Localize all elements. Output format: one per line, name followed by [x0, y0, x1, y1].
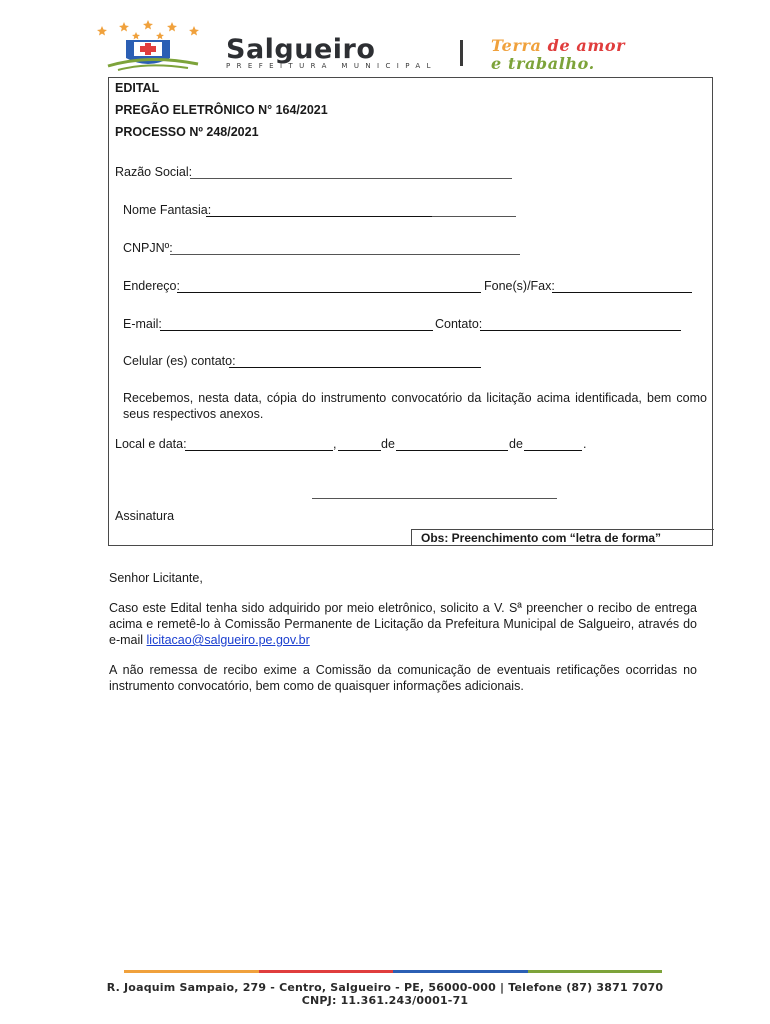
instructions-paragraph	[109, 600, 697, 648]
month-field[interactable]	[396, 450, 508, 451]
period: .	[583, 437, 587, 451]
email-label: E-mail:	[123, 317, 162, 331]
fone-field[interactable]	[552, 292, 692, 293]
letterhead	[88, 18, 708, 74]
razao-social-field[interactable]	[190, 178, 512, 179]
brand-subtitle: PREFEITURA MUNICIPAL	[226, 62, 437, 70]
footer-bar-blue	[393, 970, 528, 973]
instructions-text: Caso este Edital tenha sido adquirido por meio eletrônico, solicito a V. Sª preencher o recibo de entrega acima e remetê-lo à Comissão Permanente de Licitação da Prefeitura Municipal de Salgueiro, através do e-mail	[109, 601, 697, 647]
local-field[interactable]	[185, 450, 333, 451]
cnpj-label: CNPJNº:	[123, 241, 173, 255]
obs-note-box	[411, 529, 714, 546]
footer-color-bar	[124, 970, 662, 973]
razao-social-label: Razão Social:	[115, 165, 193, 179]
local-data-label: Local e data:	[115, 437, 187, 451]
assinatura-label: Assinatura	[115, 509, 175, 523]
processo-number: PROCESSO Nº 248/2021	[115, 125, 259, 139]
footer-address: R. Joaquim Sampaio, 279 - Centro, Salgueiro - PE, 56000-000 | Telefone (87) 3871 7070	[106, 981, 664, 994]
receipt-form	[108, 77, 713, 546]
nome-fantasia-field[interactable]	[206, 216, 432, 217]
pregao-number: PREGÃO ELETRÔNICO N° 164/2021	[115, 103, 328, 117]
fone-label: Fone(s)/Fax:	[484, 279, 555, 293]
de-2: de	[509, 437, 523, 451]
de-1: de	[381, 437, 395, 451]
day-field[interactable]	[338, 450, 381, 451]
slogan-line-1	[491, 36, 625, 55]
celular-label: Celular (es) contato:	[123, 354, 236, 368]
header-divider	[460, 40, 463, 66]
contato-field[interactable]	[480, 330, 681, 331]
obs-note: Obs: Preenchimento com “letra de forma”	[421, 531, 662, 545]
email-field[interactable]	[160, 330, 433, 331]
celular-field[interactable]	[229, 367, 481, 368]
footer-bar-red	[259, 970, 394, 973]
signature-line[interactable]	[312, 498, 557, 499]
nome-fantasia-label: Nome Fantasia:	[123, 203, 212, 217]
contato-label: Contato:	[435, 317, 483, 331]
footer-cnpj: CNPJ: 11.361.243/0001-71	[301, 994, 469, 1007]
brand-name: Salgueiro	[226, 34, 376, 65]
email-link[interactable]: licitacao@salgueiro.pe.gov.br	[146, 633, 310, 647]
nome-fantasia-field-ext[interactable]	[432, 216, 516, 217]
receipt-statement: Recebemos, nesta data, cópia do instrumento convocatório da licitação acima identificada, bem como seus respectivos anexos.	[123, 391, 707, 421]
cnpj-field[interactable]	[170, 254, 520, 255]
footer-bar-orange	[124, 970, 259, 973]
greeting: Senhor Licitante,	[109, 571, 203, 585]
slogan-word-1: Terra	[491, 36, 542, 55]
year-field[interactable]	[524, 450, 582, 451]
endereco-field[interactable]	[177, 292, 481, 293]
footer-bar-green	[528, 970, 663, 973]
salgueiro-crest-logo	[88, 18, 223, 74]
slogan-line-2: e trabalho.	[491, 54, 595, 73]
form-title: EDITAL	[115, 81, 160, 95]
slogan-word-2: de amor	[547, 36, 626, 55]
comma: ,	[333, 437, 337, 451]
notice-paragraph: A não remessa de recibo exime a Comissão da comunicação de eventuais retificações ocorridas no instrumento convocatório, bem como de quaisquer informações adicionais.	[109, 663, 697, 693]
endereco-label: Endereço:	[123, 279, 180, 293]
